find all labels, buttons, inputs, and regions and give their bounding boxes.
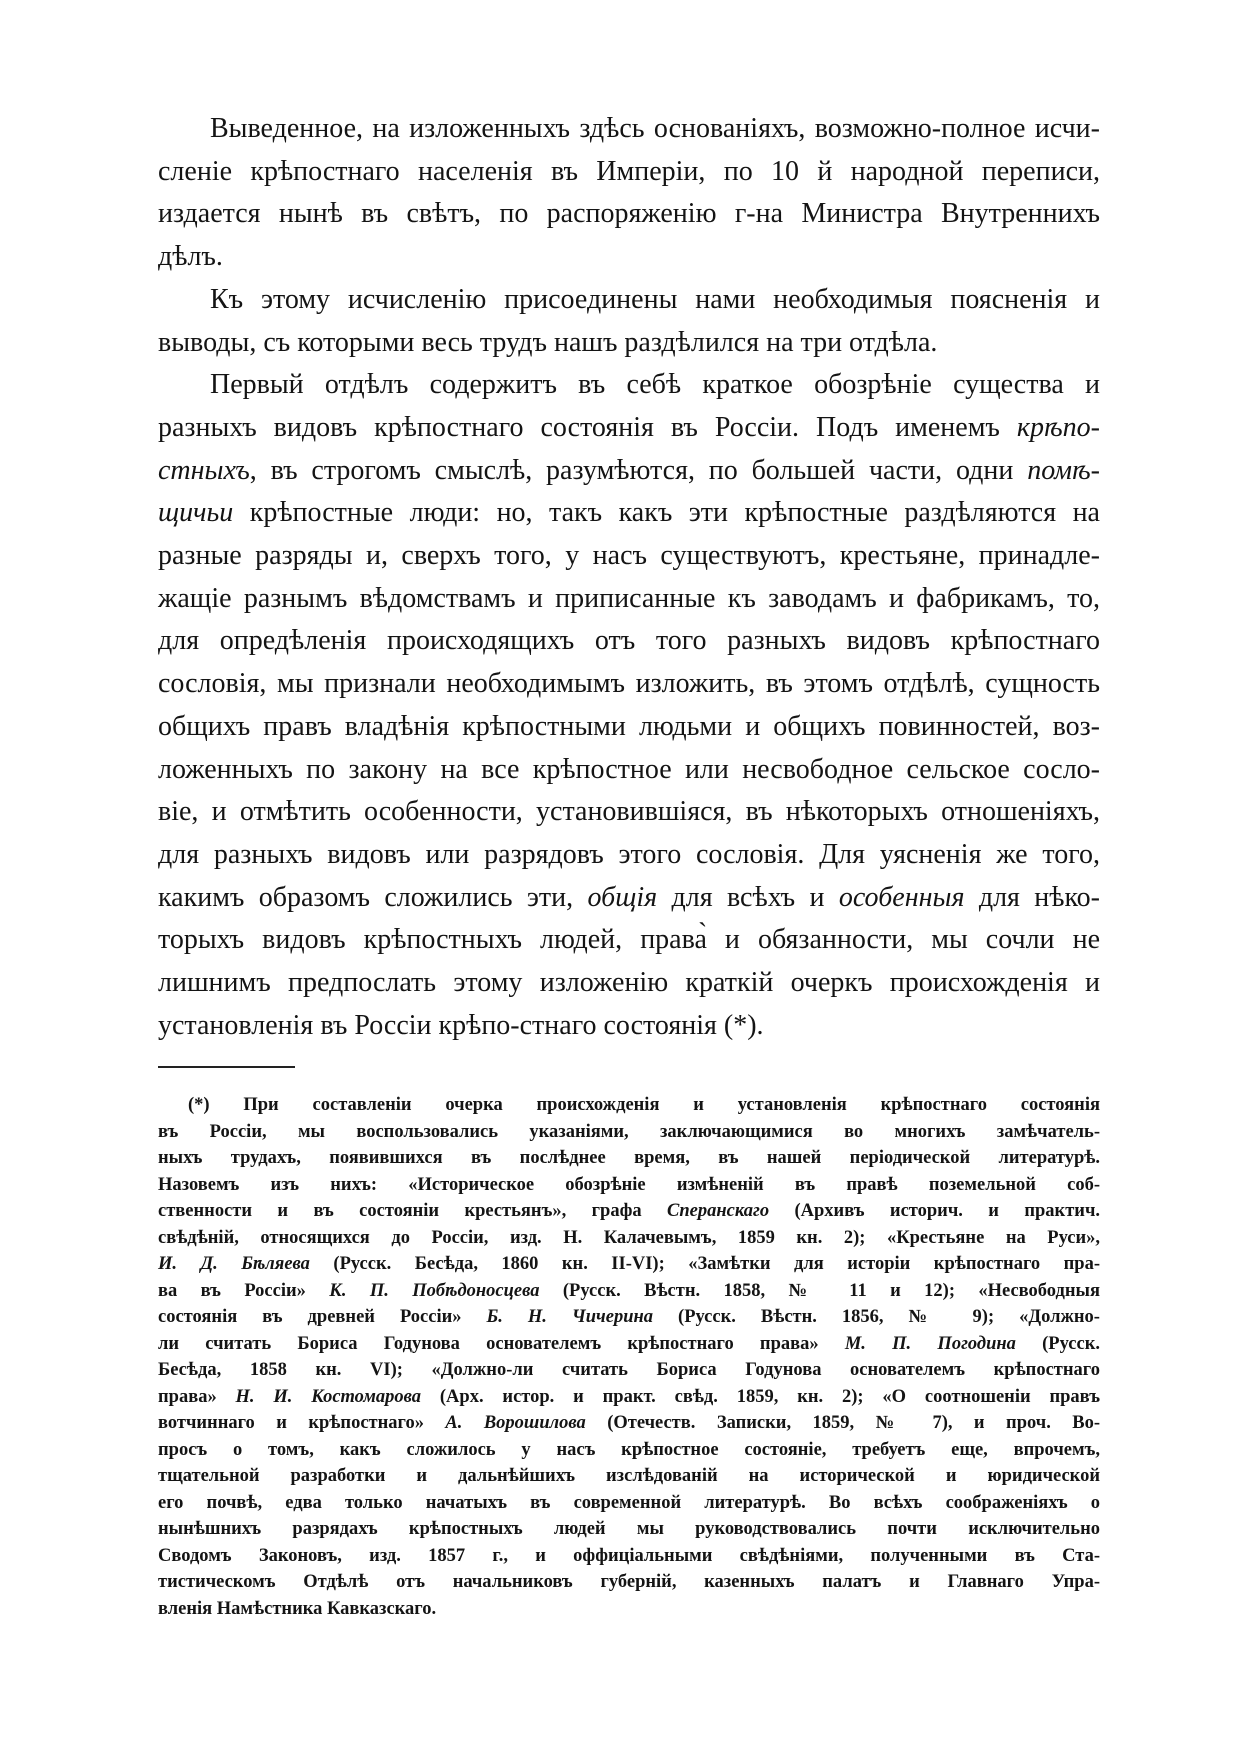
footnote-line [158,1092,1100,1119]
text-segment: вленія Намѣстника Кавказскаго. [158,1598,437,1619]
footnote-separator-rule [158,1066,295,1068]
italic-text: особенныя [838,881,965,913]
text-line [158,834,1100,877]
italic-text: Б. Н. Чичерина [486,1307,654,1327]
text-line [158,364,1100,407]
text-line [158,620,1100,663]
text-line [158,578,1100,621]
text-segment: ственности и въ состояніи крестьянъ», графа [158,1201,668,1221]
text-segment: (Отечеств. Записки, 1859, № 7), и проч. Во- [585,1413,1101,1433]
text-line [158,535,1100,578]
text-segment: состоянія въ древней Россіи» [158,1307,487,1327]
footnote-line [158,1278,1100,1305]
text-line [158,151,1100,194]
footnote-body [158,1092,1100,1622]
text-segment: , въ строгомъ смыслѣ, разумѣются, по большей части, одни [249,454,1028,486]
italic-text: К. П. Побѣдоносцева [329,1280,540,1301]
text-line [158,108,1100,151]
text-segment: выводы, съ которыми весь трудъ нашъ раздѣлился на три отдѣла. [158,326,938,358]
text-segment: (*) При составленіи очерка происхожденія и установленія крѣпостнаго состоянія [188,1095,1100,1115]
text-segment: (Русск. [1015,1333,1100,1354]
footnote-line [158,1596,1100,1623]
italic-text: крѣпо- [1016,411,1100,443]
footnote-line [158,1516,1100,1543]
footnote-line [158,1198,1100,1225]
text-segment: Выведенное, на изложенныхъ здѣсь основаніяхъ, возможно-полное исчи- [210,113,1100,144]
text-segment: права» [158,1386,236,1407]
text-line [158,492,1100,535]
text-segment: торыхъ видовъ крѣпостныхъ людей, права̀ и обязанности, мы сочли не [158,924,1100,956]
italic-text: стныхъ [158,454,250,486]
text-line [158,962,1100,1005]
footnote-line [158,1251,1100,1278]
text-segment: Назовемъ изъ нихъ: «Историческое обозрѣніе измѣненій въ правѣ поземельной соб- [158,1174,1100,1195]
text-segment: установленія въ Россіи крѣпо-стнаго состоянія (*). [158,1009,764,1041]
italic-text: помѣ- [1027,454,1100,486]
footnote-line [158,1490,1100,1517]
text-line [158,749,1100,792]
main-text-body [158,108,1100,1047]
text-segment: разныхъ видовъ крѣпостнаго состоянія въ Россіи. Подъ именемъ [158,411,1017,443]
text-segment: его почвѣ, едва только начатыхъ въ современной литературѣ. Во всѣхъ соображеніяхъ о [158,1492,1100,1513]
text-segment: (Русск. Бесѣда, 1860 кн. II-VI); «Замѣтки для исторіи крѣпостнаго пра- [309,1254,1100,1274]
italic-text: Сперанскаго [667,1201,770,1221]
text-line [158,706,1100,749]
text-segment: тистическомъ Отдѣлѣ отъ начальниковъ губерній, казенныхъ палатъ и Главнаго Упра- [158,1572,1100,1592]
italic-text: М. П. Погодина [844,1333,1016,1354]
text-segment: тщательной разработки и дальнѣйшихъ изслѣдованій на исторической и юридической [158,1466,1100,1486]
text-line [158,791,1100,834]
text-segment: ва въ Россіи» [158,1280,330,1301]
footnote-line [158,1384,1100,1411]
text-line [158,450,1100,493]
footnote-line [158,1463,1100,1490]
text-segment: Къ этому исчисленію присоединены нами необходимыя поясненія и [210,283,1100,315]
text-line [158,322,1100,365]
text-segment: лишнимъ предпослать этому изложенію краткій очеркъ происхожденія и [158,967,1100,999]
text-line [158,407,1100,450]
italic-text: щичьи [158,497,234,529]
footnote-line [158,1172,1100,1199]
text-segment: сословія, мы признали необходимымъ изложить, въ этомъ отдѣлѣ, сущность [158,668,1100,700]
footnote-line [158,1225,1100,1252]
text-segment: свѣдѣній, относящихся до Россіи, изд. Н. Калачевымъ, 1859 кн. 2); «Крестьяне на Руси», [158,1227,1100,1248]
text-line [158,236,1100,279]
text-segment: для всѣхъ и [657,881,839,913]
text-segment: Сводомъ Законовъ, изд. 1857 г., и оффиціальными свѣдѣніями, полученными въ Ста- [158,1545,1100,1566]
text-segment: крѣпостные люди: но, такъ какъ эти крѣпостные раздѣляются на [233,497,1100,529]
text-line [158,877,1100,920]
text-segment: ложенныхъ по закону на все крѣпостное или несвободное сельское сосло- [158,753,1100,785]
italic-text: Н. И. Костомарова [235,1386,422,1407]
text-segment: віе, и отмѣтить особенности, установившіяся, въ нѣкоторыхъ отношеніяхъ, [158,796,1100,828]
footnote-line [158,1437,1100,1464]
text-segment: жащіе разнымъ вѣдомствамъ и приписанные къ заводамъ и фабрикамъ, то, [158,582,1100,614]
footnote-line [158,1543,1100,1570]
text-line [158,663,1100,706]
footnote-line [158,1410,1100,1437]
text-segment: ли считать Бориса Годунова основателемъ крѣпостнаго права» [158,1333,845,1354]
text-segment: Бесѣда, 1858 кн. VI); «Должно-ли считать Бориса Годунова основателемъ крѣпостнаго [158,1360,1100,1380]
text-segment: издается нынѣ въ свѣтъ, по распоряженію г-на Министра Внутреннихъ [158,198,1100,230]
text-segment: просъ о томъ, какъ сложилось у насъ крѣпостное состояніе, требуетъ еще, впрочемъ, [158,1439,1100,1460]
text-segment: дѣлъ. [158,241,223,273]
text-segment: въ Россіи, мы воспользовались указаніями, заключающимися во многихъ замѣчатель- [158,1121,1100,1142]
text-line [158,1005,1100,1048]
text-line [158,279,1100,322]
text-segment: вотчиннаго и крѣпостнаго» [158,1413,446,1433]
text-segment: (Архивъ историч. и практич. [769,1201,1101,1221]
italic-text: общія [587,881,658,913]
footnote-line [158,1119,1100,1146]
footnote-line [158,1569,1100,1596]
text-segment: (Русск. Вѣстн. 1858, № 11 и 12); «Несвободныя [539,1280,1100,1301]
text-segment: общихъ правъ владѣнія крѣпостными людьми и общихъ повинностей, воз- [158,710,1100,742]
text-segment: для нѣко- [964,881,1100,913]
text-segment: Первый отдѣлъ содержитъ въ себѣ краткое обозрѣніе существа и [210,369,1100,401]
text-line [158,193,1100,236]
text-segment: (Русск. Вѣстн. 1856, № 9); «Должно- [653,1307,1100,1327]
text-segment: разные разряды и, сверхъ того, у насъ существуютъ, крестьяне, принадле- [158,540,1100,572]
italic-text: И. Д. Бѣляева [158,1254,310,1274]
text-line [158,919,1100,962]
text-segment: для разныхъ видовъ или разрядовъ этого сословія. Для уясненія же того, [158,838,1100,870]
text-segment: ныхъ трудахъ, появившихся въ послѣднее время, въ нашей періодической литературѣ. [158,1148,1100,1168]
text-segment: какимъ образомъ сложились эти, [158,881,588,913]
text-segment: нынѣшнихъ разрядахъ крѣпостныхъ людей мы руководствовались почти исключительно [158,1519,1100,1539]
footnote-line [158,1357,1100,1384]
footnote-line [158,1145,1100,1172]
text-segment: для опредѣленія происходящихъ отъ того разныхъ видовъ крѣпостнаго [158,625,1100,657]
footnote-line [158,1331,1100,1358]
italic-text: А. Ворошилова [445,1413,586,1433]
text-segment: (Арх. истор. и практ. свѣд. 1859, кн. 2); «О соотношеніи правъ [421,1386,1100,1407]
footnote-line [158,1304,1100,1331]
text-segment: сленіе крѣпостнаго населенія въ Имперіи, по 10 й народной переписи, [158,155,1100,187]
